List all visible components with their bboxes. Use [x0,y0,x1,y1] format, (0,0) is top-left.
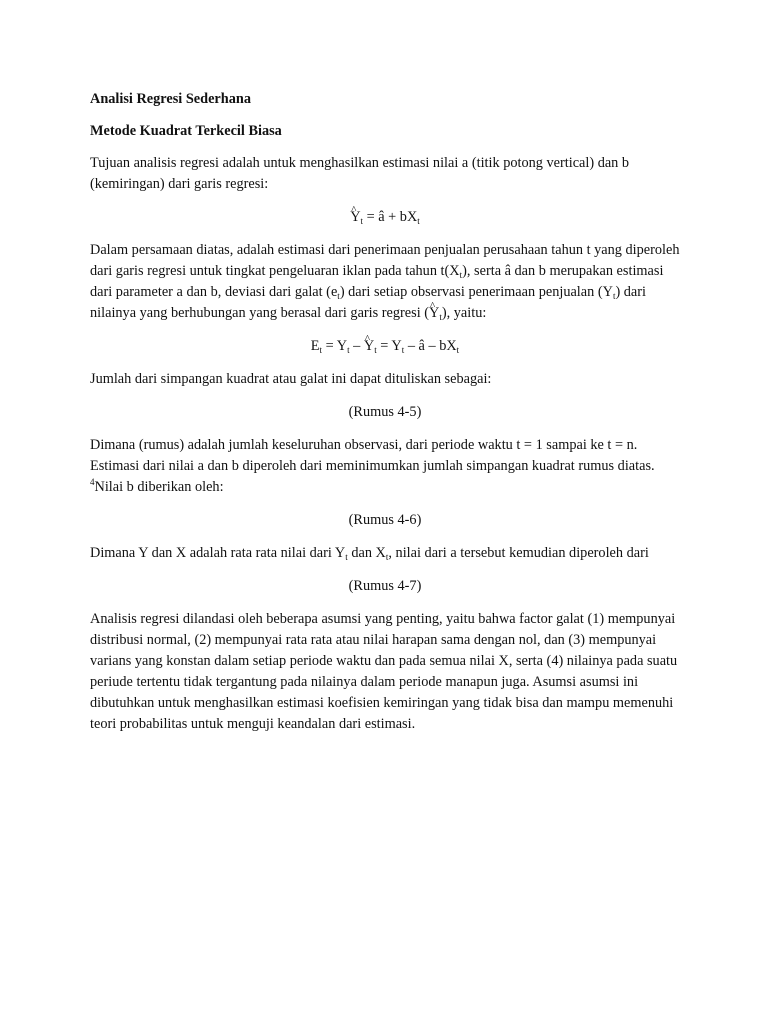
formula-ref-4-6: (Rumus 4-6) [348,512,422,528]
paragraph-assumptions: Analisis regresi dilandasi oleh beberapa asumsi yang penting, yaitu bahwa factor galat (1) mempunyai distribusi normal, (2) mempunyai rata rata atau nilai harapan sama dengan nol, dan (3) mempunyai varians yang konstan dalam setiap periode waktu dan pada semua nilai X, serta (4) nilainya pada suatu periude tertentu tidak tergantung pada nilainya dalam periode manapun juga. Asumsi asumsi ini dibutuhkan untuk menghasilkan estimasi koefisien kemiringan yang tidak bisa dan mampu memenuhi teori probabilitas untuk menguji keandalan dari estimasi. [90,611,678,732]
equation-regression-line: ^ $Y_t$ = â + $bX_t$ [90,207,680,228]
paragraph-observations: Dimana (rumus) adalah jumlah keseluruhan observasi, dari periode waktu t = 1 sampai ke t = n. Estimasi dari nilai a dan b diperoleh dari meminimumkan jumlah simpangan kuadrat rumus diatas. $^4$Nilai b diberikan oleh: [90,437,655,495]
paragraph-explanation: Dalam persamaan diatas, adalah estimasi dari penerimaan penjualan perusahaan tahun t yang diperoleh dari garis regresi untuk tingkat pengeluaran iklan pada tahun $t(X_t)$, serta â dan b merupakan estimasi dari parameter a dan b, deviasi dari galat $(e_t)$ dari setiap observasi penerimaan penjualan $(Y_t)$ dari nilainya yang berhubungan yang berasal dari garis regresi (^ $Y_t$), yaitu: [90,240,680,324]
formula-ref-4-7: (Rumus 4-7) [348,578,422,594]
formula-ref-4-5: (Rumus 4-5) [348,404,422,420]
section-heading: Metode Kuadrat Terkecil Biasa [90,123,282,139]
yhat-symbol: ^ Y [350,207,360,228]
yhat-symbol: ^ Y [364,336,374,357]
document-title: Analisi Regresi Sederhana [90,91,251,107]
paragraph-intro: Tujuan analisis regresi adalah untuk menghasilkan estimasi nilai a (titik potong vertical) dan b (kemiringan) dari garis regresi: [90,155,630,192]
paragraph-means: Dimana Y dan X adalah rata rata nilai dari $Y_t$ dan $X_t$, nilai dari a tersebut kemudian diperoleh dari [90,545,649,562]
footnote-marker: 4 [90,477,95,487]
yhat-symbol: ^ Y [429,303,439,324]
document-page [90,89,680,735]
paragraph-squared-deviation: Jumlah dari simpangan kuadrat atau galat ini dapat dituliskan sebagai: [90,371,492,387]
equation-error-term: $E_t = Y_t$ – ^ $Y_t = Y_t$ – â – $bX_t$ [90,336,680,357]
